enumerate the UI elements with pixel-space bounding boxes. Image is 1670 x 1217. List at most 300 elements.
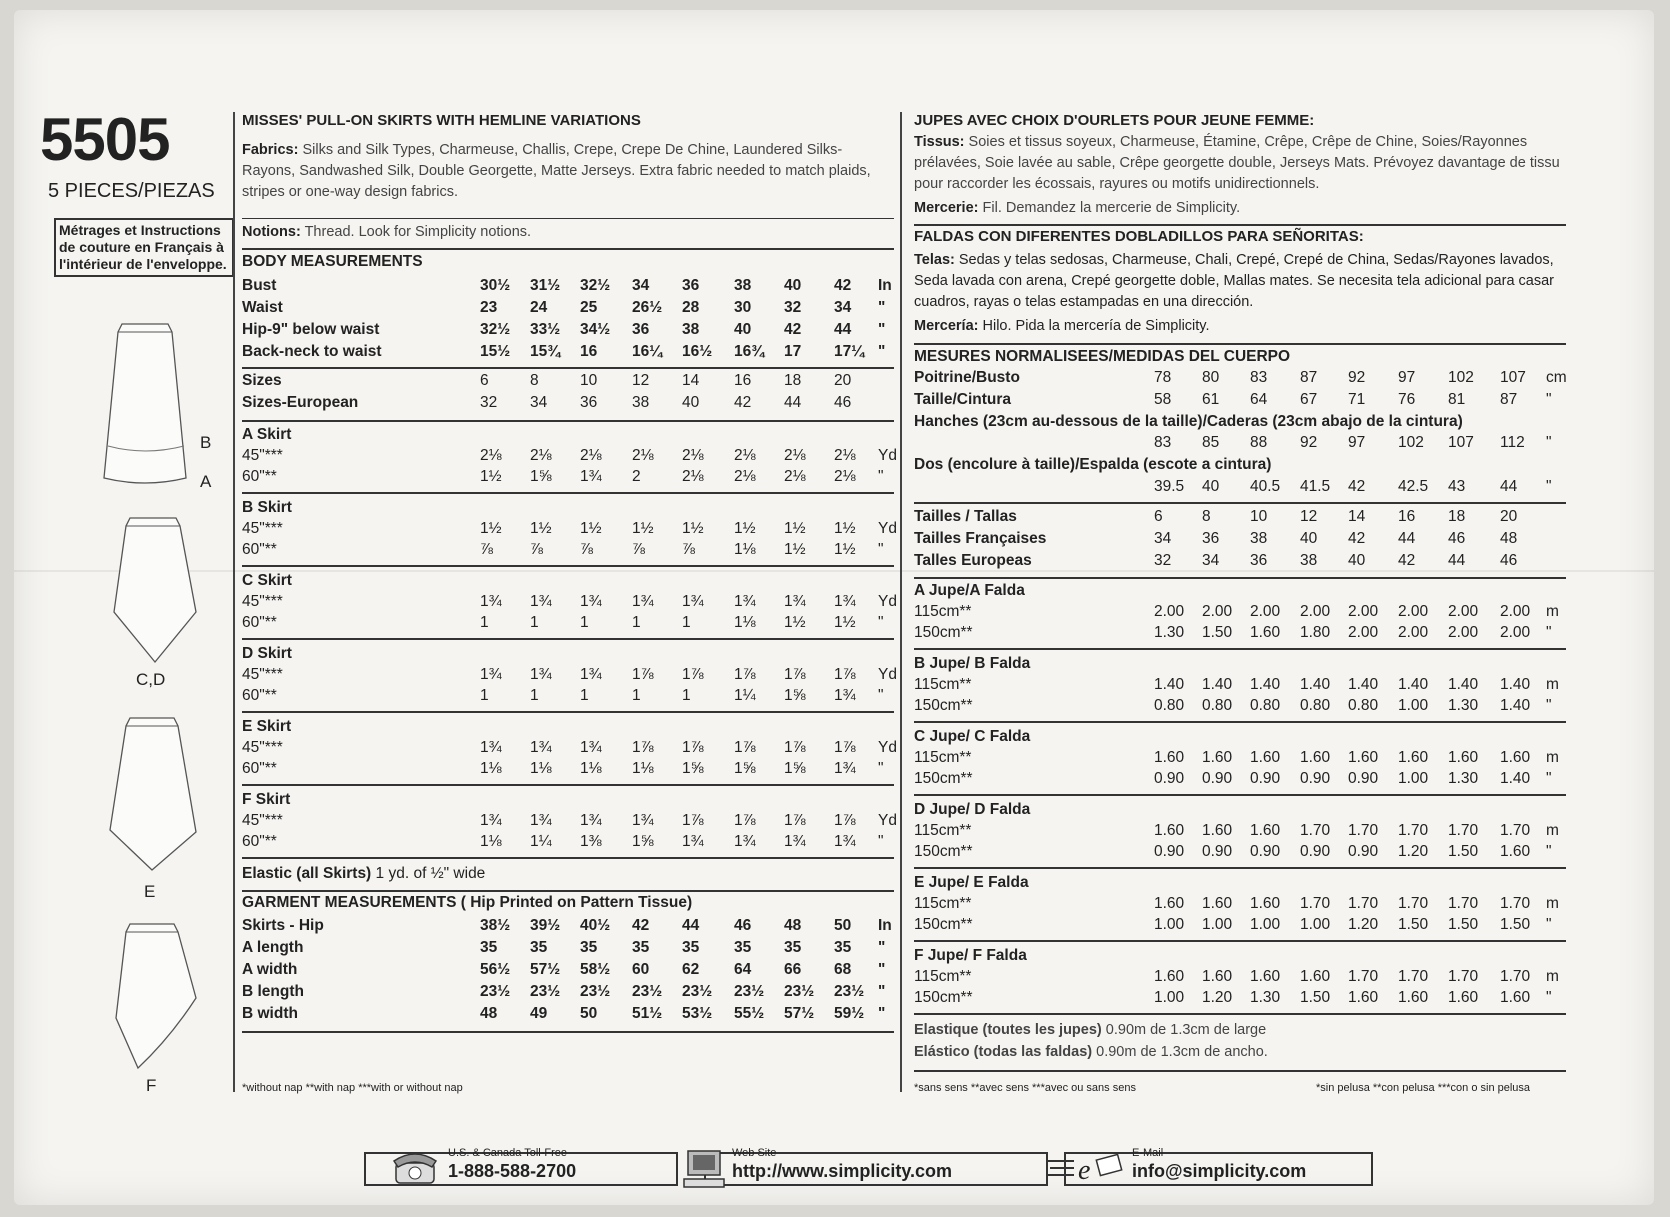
row-value: 1.60 xyxy=(1348,989,1379,1006)
rule xyxy=(242,218,894,219)
row-label: 115cm** xyxy=(914,822,972,839)
row-label: 60"** xyxy=(242,833,277,850)
row-value: 6 xyxy=(1154,508,1163,525)
row-value: 1.40 xyxy=(1500,676,1531,693)
row-value: ⅞ xyxy=(530,541,543,558)
row-value: 35 xyxy=(530,939,548,956)
tissus-text: Soies et tissus soyeux, Charmeuse, Étamine, Crêpe, Crêpe de Chine, Soies/Rayonnes prélavées, Soie lavée au sable, Crêpe georgette double, Jerseys Mats. Prévoyez davantage de tissu pour raccorder les écossais, rayures ou motifs unidirectionnels. xyxy=(914,134,1560,192)
row-value: 1.70 xyxy=(1500,895,1531,912)
row-value: 1½ xyxy=(632,520,654,537)
row-value: 1.40 xyxy=(1398,676,1429,693)
row-value: 1¾ xyxy=(682,593,704,610)
pattern-number: 5505 xyxy=(40,106,170,173)
row-value: 1.40 xyxy=(1300,676,1331,693)
row-value: 1.70 xyxy=(1348,895,1379,912)
table-row xyxy=(914,434,1574,455)
row-value: 1.70 xyxy=(1300,895,1331,912)
row-value: 0.90 xyxy=(1348,843,1379,860)
table-row xyxy=(242,541,902,562)
row-unit: m xyxy=(1546,749,1559,766)
row-value: 1½ xyxy=(834,520,856,537)
row-value: 1.60 xyxy=(1348,749,1379,766)
table-row xyxy=(242,468,902,489)
row-label: A length xyxy=(242,939,304,956)
row-value: 2.00 xyxy=(1500,603,1531,620)
row-value: 20 xyxy=(834,372,852,389)
row-value: 1¾ xyxy=(632,593,654,610)
rule xyxy=(242,638,894,640)
row-value: 1⅞ xyxy=(784,739,806,756)
row-value: 38½ xyxy=(480,917,511,934)
rule xyxy=(914,794,1566,796)
table-row xyxy=(242,394,902,415)
row-value: 1.00 xyxy=(1202,916,1233,933)
row-value: 58½ xyxy=(580,961,611,978)
row-value: 1.70 xyxy=(1398,822,1429,839)
row-unit: m xyxy=(1546,968,1559,985)
web-small-label: Web Site xyxy=(732,1147,777,1159)
row-label: 60"** xyxy=(242,468,277,485)
view-name: B Skirt xyxy=(242,499,292,516)
row-value: ⅞ xyxy=(632,541,645,558)
row-value: 1⅛ xyxy=(530,760,552,777)
row-value: 23½ xyxy=(480,983,511,1000)
row-unit: " xyxy=(878,939,886,956)
row-value: 60 xyxy=(632,961,650,978)
row-value: 1.60 xyxy=(1250,968,1281,985)
view-name: F Jupe/ F Falda xyxy=(914,947,1027,964)
row-value: 0.90 xyxy=(1250,770,1281,787)
row-value: 112 xyxy=(1500,434,1525,451)
row-value: 14 xyxy=(1348,508,1366,525)
row-label: Sizes-European xyxy=(242,394,359,411)
row-value: 24 xyxy=(530,299,548,316)
row-value: 1.60 xyxy=(1202,749,1233,766)
tissus-label: Tissus: xyxy=(914,134,965,150)
row-value: 1.70 xyxy=(1448,968,1479,985)
row-value: 46 xyxy=(834,394,852,411)
row-value: 23½ xyxy=(784,983,815,1000)
row-value: 1⅛ xyxy=(480,833,502,850)
row-value: 1¾ xyxy=(580,812,602,829)
rule xyxy=(914,1013,1566,1015)
french-mercerie xyxy=(914,198,1566,219)
row-value: 1½ xyxy=(480,468,502,485)
row-value: 83 xyxy=(1250,369,1268,386)
row-value: 1.50 xyxy=(1300,989,1331,1006)
row-value: 2⅛ xyxy=(734,447,756,464)
elastic-bold: Elastic (all Skirts) xyxy=(242,865,372,882)
row-value: 1.60 xyxy=(1500,843,1531,860)
row-value: 1⅞ xyxy=(834,739,856,756)
metric-heading: MESURES NORMALISEES/MEDIDAS DEL CUERPO xyxy=(914,348,1291,365)
row-value: 66 xyxy=(784,961,802,978)
row-value: 1⅞ xyxy=(632,739,654,756)
table-row xyxy=(914,508,1574,529)
row-value: 31½ xyxy=(530,277,561,294)
english-footnote: *without nap **with nap ***with or without nap xyxy=(242,1082,463,1094)
row-label: B width xyxy=(242,1005,298,1022)
table-row xyxy=(242,760,902,781)
row-value: 1⅛ xyxy=(734,614,756,631)
phone-small-label: U.S. & Canada Toll-Free xyxy=(448,1147,568,1159)
row-value: 1 xyxy=(530,687,539,704)
row-value: 62 xyxy=(682,961,700,978)
table-row xyxy=(242,1005,902,1026)
row-value: 0.90 xyxy=(1250,843,1281,860)
row-value: 1.70 xyxy=(1448,822,1479,839)
row-value: 23½ xyxy=(834,983,865,1000)
row-value: 1.60 xyxy=(1398,749,1429,766)
row-label: Tailles Françaises xyxy=(914,530,1047,547)
row-value: 30 xyxy=(734,299,752,316)
table-row xyxy=(914,843,1574,864)
row-value: 1½ xyxy=(834,614,856,631)
row-unit: " xyxy=(1546,434,1552,451)
table-row xyxy=(914,530,1574,551)
row-value: 1.70 xyxy=(1348,822,1379,839)
table-row xyxy=(242,593,902,614)
row-label: 60"** xyxy=(242,614,277,631)
row-value: 1¾ xyxy=(580,666,602,683)
view-label-c-d: C,D xyxy=(136,670,166,689)
row-value: 1 xyxy=(530,614,539,631)
view-label-e: E xyxy=(144,882,156,901)
row-value: 35 xyxy=(632,939,650,956)
row-value: 1¾ xyxy=(480,812,502,829)
row-value: 1.00 xyxy=(1300,916,1331,933)
row-value: 42 xyxy=(632,917,650,934)
table-row xyxy=(242,939,902,960)
row-value: 1.60 xyxy=(1202,895,1233,912)
row-value: 18 xyxy=(784,372,802,389)
row-value: 1.00 xyxy=(1250,916,1281,933)
rule xyxy=(242,857,894,859)
table-row xyxy=(242,299,902,320)
row-value: 40 xyxy=(1300,530,1318,547)
row-value: 2⅛ xyxy=(734,468,756,485)
row-value: 57½ xyxy=(784,1005,815,1022)
row-value: 1 xyxy=(480,614,489,631)
mercerie-label: Mercerie: xyxy=(914,200,979,216)
row-value: 1.60 xyxy=(1398,989,1429,1006)
row-value: 1.60 xyxy=(1448,749,1479,766)
french-tissus xyxy=(914,132,1566,195)
row-value: 1.70 xyxy=(1500,822,1531,839)
row-value: 1⅛ xyxy=(734,541,756,558)
view-label-a: A xyxy=(200,472,212,491)
row-value: 0.80 xyxy=(1202,697,1233,714)
row-value: 1.60 xyxy=(1448,989,1479,1006)
table-row xyxy=(914,989,1574,1010)
row-unit: m xyxy=(1546,822,1559,839)
table-row xyxy=(242,321,902,342)
row-value: 10 xyxy=(1250,508,1268,525)
row-value: 36 xyxy=(632,321,650,338)
row-value: 1¾ xyxy=(580,593,602,610)
row-value: 1.60 xyxy=(1154,749,1185,766)
table-row xyxy=(914,391,1574,412)
row-value: 1.00 xyxy=(1154,916,1185,933)
row-value: 42 xyxy=(1348,478,1366,495)
row-value: 1.80 xyxy=(1300,624,1331,641)
rule xyxy=(914,343,1566,345)
row-value: 1 xyxy=(580,614,589,631)
row-unit: cm xyxy=(1546,369,1567,386)
view-name: B Jupe/ B Falda xyxy=(914,655,1031,672)
rule xyxy=(914,940,1566,942)
row-value: 40 xyxy=(734,321,752,338)
row-label: Sizes xyxy=(242,372,282,389)
row-label: Hip-9" below waist xyxy=(242,321,380,338)
row-value: 43 xyxy=(1448,478,1466,495)
row-value: 87 xyxy=(1300,369,1318,386)
merceria-label: Mercería: xyxy=(914,318,979,334)
view-name: E Skirt xyxy=(242,718,292,735)
row-unit: " xyxy=(878,614,884,631)
table-row xyxy=(914,822,1574,843)
row-value: 28 xyxy=(682,299,700,316)
rule xyxy=(242,565,894,567)
row-value: 34 xyxy=(530,394,548,411)
row-value: 8 xyxy=(530,372,539,389)
english-notions xyxy=(242,222,894,243)
row-value: 1.60 xyxy=(1154,895,1185,912)
row-value: 42 xyxy=(784,321,802,338)
row-value: 1 xyxy=(580,687,589,704)
row-value: 1⅝ xyxy=(734,760,756,777)
view-name: C Skirt xyxy=(242,572,292,589)
row-value: 2⅛ xyxy=(580,447,602,464)
row-value: 48 xyxy=(1500,530,1518,547)
row-label: Bust xyxy=(242,277,277,294)
row-unit: " xyxy=(1546,770,1552,787)
row-value: 1.60 xyxy=(1250,749,1281,766)
row-value: 40 xyxy=(1202,478,1220,495)
hip-label: Hanches (23cm au-dessous de la taille)/Caderas (23cm abajo de la cintura) xyxy=(914,413,1463,430)
notions-label: Notions: xyxy=(242,224,301,240)
row-value: 1¾ xyxy=(580,739,602,756)
row-value: 102 xyxy=(1448,369,1474,386)
row-value: 35 xyxy=(834,939,852,956)
row-value: 12 xyxy=(1300,508,1318,525)
row-value: 1.40 xyxy=(1154,676,1185,693)
row-label: 60"** xyxy=(242,687,277,704)
row-value: 26½ xyxy=(632,299,663,316)
phone-number[interactable]: 1-888-588-2700 xyxy=(448,1161,577,1181)
email-address[interactable]: info@simplicity.com xyxy=(1132,1161,1307,1181)
row-value: 51½ xyxy=(632,1005,663,1022)
row-value: 1¾ xyxy=(784,833,806,850)
row-label: 45"*** xyxy=(242,666,283,683)
row-value: 2.00 xyxy=(1250,603,1281,620)
skirt-illustration-a-b xyxy=(100,318,190,494)
row-value: 1.60 xyxy=(1300,749,1331,766)
row-value: 53½ xyxy=(682,1005,713,1022)
row-label: 150cm** xyxy=(914,843,973,860)
french-instructions-box: Métrages et Instructions de couture en Français à l'intérieur de l'enveloppe. xyxy=(54,218,234,277)
row-value: 1½ xyxy=(784,541,806,558)
spanish-merceria xyxy=(914,316,1566,337)
table-row xyxy=(914,478,1574,499)
spanish-telas xyxy=(914,250,1566,313)
table-row xyxy=(914,624,1574,645)
row-value: 42 xyxy=(734,394,752,411)
row-value: 1.30 xyxy=(1448,770,1479,787)
row-label: 150cm** xyxy=(914,697,973,714)
row-value: 1.70 xyxy=(1500,968,1531,985)
row-value: 0.90 xyxy=(1154,843,1185,860)
notions-text: Thread. Look for Simplicity notions. xyxy=(304,224,532,240)
row-value: 2.00 xyxy=(1398,603,1429,620)
row-value: 41.5 xyxy=(1300,478,1331,495)
row-value: 1½ xyxy=(734,520,756,537)
row-value: 1½ xyxy=(682,520,704,537)
row-value: 38 xyxy=(682,321,700,338)
table-row xyxy=(242,666,902,687)
row-value: 30½ xyxy=(480,277,511,294)
row-value: 44 xyxy=(1500,478,1518,495)
rule xyxy=(914,577,1566,579)
row-value: ⅞ xyxy=(682,541,695,558)
row-value: 1⅛ xyxy=(480,760,502,777)
row-value: 85 xyxy=(1202,434,1220,451)
row-value: 1 xyxy=(682,614,691,631)
row-value: 83 xyxy=(1154,434,1172,451)
row-value: 44 xyxy=(834,321,852,338)
row-label: Skirts - Hip xyxy=(242,917,324,934)
row-unit: " xyxy=(878,833,884,850)
mercerie-text: Fil. Demandez la mercerie de Simplicity. xyxy=(982,200,1241,216)
row-value: 35 xyxy=(480,939,498,956)
row-unit: " xyxy=(1546,478,1552,495)
row-value: 16¾ xyxy=(734,343,765,360)
merceria-text: Hilo. Pida la mercería de Simplicity. xyxy=(982,318,1210,334)
row-unit: " xyxy=(1546,989,1552,1006)
left-divider xyxy=(233,112,235,1092)
table-row xyxy=(242,687,902,708)
row-value: 2⅛ xyxy=(682,468,704,485)
row-label: 60"** xyxy=(242,541,277,558)
row-value: 1.00 xyxy=(1398,770,1429,787)
row-value: 40½ xyxy=(580,917,611,934)
rule xyxy=(242,890,894,892)
row-unit: " xyxy=(1546,391,1552,408)
row-label: Poitrine/Busto xyxy=(914,369,1020,386)
table-row xyxy=(914,552,1574,573)
rule xyxy=(242,248,894,250)
row-value: 48 xyxy=(784,917,802,934)
row-value: 34 xyxy=(1202,552,1220,569)
row-value: 46 xyxy=(1448,530,1466,547)
row-value: 0.90 xyxy=(1348,770,1379,787)
row-label: 115cm** xyxy=(914,749,972,766)
row-value: 50 xyxy=(834,917,852,934)
row-value: 1⅞ xyxy=(734,739,756,756)
english-fabrics xyxy=(242,140,894,203)
contact-bar xyxy=(364,1147,1369,1189)
row-value: 18 xyxy=(1448,508,1466,525)
row-value: 1½ xyxy=(834,541,856,558)
row-value: 40.5 xyxy=(1250,478,1281,495)
row-value: 0.80 xyxy=(1348,697,1379,714)
row-value: 8 xyxy=(1202,508,1211,525)
row-value: 78 xyxy=(1154,369,1172,386)
row-value: 0.80 xyxy=(1250,697,1281,714)
row-value: 38 xyxy=(1300,552,1318,569)
table-row xyxy=(914,968,1574,989)
row-value: 1.50 xyxy=(1202,624,1233,641)
row-value: 97 xyxy=(1348,434,1366,451)
row-value: 1.40 xyxy=(1202,676,1233,693)
row-value: 71 xyxy=(1348,391,1366,408)
row-value: 1½ xyxy=(784,614,806,631)
table-row xyxy=(914,697,1574,718)
row-value: 1.60 xyxy=(1250,895,1281,912)
row-value: 16¼ xyxy=(632,343,663,360)
row-value: 1.50 xyxy=(1398,916,1429,933)
view-label-b: B xyxy=(200,433,212,452)
row-value: 33½ xyxy=(530,321,561,338)
row-value: 67 xyxy=(1300,391,1318,408)
row-value: 12 xyxy=(632,372,650,389)
row-value: 2.00 xyxy=(1154,603,1185,620)
row-value: 32 xyxy=(480,394,498,411)
table-row xyxy=(242,983,902,1004)
row-value: 2⅛ xyxy=(530,447,552,464)
row-value: 1⅞ xyxy=(784,812,806,829)
website-link[interactable]: http://www.simplicity.com xyxy=(732,1161,953,1181)
row-value: 55½ xyxy=(734,1005,765,1022)
row-unit: " xyxy=(878,343,886,360)
row-value: 1½ xyxy=(530,520,552,537)
row-value: ⅞ xyxy=(580,541,593,558)
row-value: 1¾ xyxy=(682,833,704,850)
row-value: 1.00 xyxy=(1398,697,1429,714)
row-value: 46 xyxy=(734,917,752,934)
row-value: 17 xyxy=(784,343,802,360)
row-value: 14 xyxy=(682,372,700,389)
row-value: 56½ xyxy=(480,961,511,978)
fabrics-text: Silks and Silk Types, Charmeuse, Challis, Crepe, Crepe De Chine, Laundered Silks-Rayons, Sandwashed Silk, Double Georgette, Matte Jerseys. Extra fabric needed to match plaids, stripes or one-way design fabrics. xyxy=(242,142,871,200)
rule xyxy=(914,224,1566,226)
row-unit: " xyxy=(878,687,884,704)
row-value: 35 xyxy=(784,939,802,956)
view-name: D Jupe/ D Falda xyxy=(914,801,1031,818)
skirt-illustration-c-d xyxy=(110,512,200,672)
row-value: 2⅛ xyxy=(682,447,704,464)
row-value: 2⅛ xyxy=(784,468,806,485)
table-row xyxy=(914,369,1574,390)
row-value: 97 xyxy=(1398,369,1416,386)
row-value: 2⅛ xyxy=(632,447,654,464)
row-value: 32½ xyxy=(480,321,511,338)
row-value: 1¾ xyxy=(632,812,654,829)
row-value: 44 xyxy=(682,917,700,934)
row-value: 44 xyxy=(784,394,802,411)
spanish-title: FALDAS CON DIFERENTES DOBLADILLOS PARA SEÑORITAS: xyxy=(914,228,1364,245)
row-value: 59½ xyxy=(834,1005,865,1022)
table-row xyxy=(242,917,902,938)
row-value: 1.40 xyxy=(1250,676,1281,693)
row-label: 115cm** xyxy=(914,603,972,620)
row-unit: Yd xyxy=(878,520,897,537)
row-value: 0.90 xyxy=(1300,770,1331,787)
row-label: Back-neck to waist xyxy=(242,343,382,360)
table-row xyxy=(914,770,1574,791)
row-value: 1½ xyxy=(784,520,806,537)
row-value: 1¾ xyxy=(530,593,552,610)
